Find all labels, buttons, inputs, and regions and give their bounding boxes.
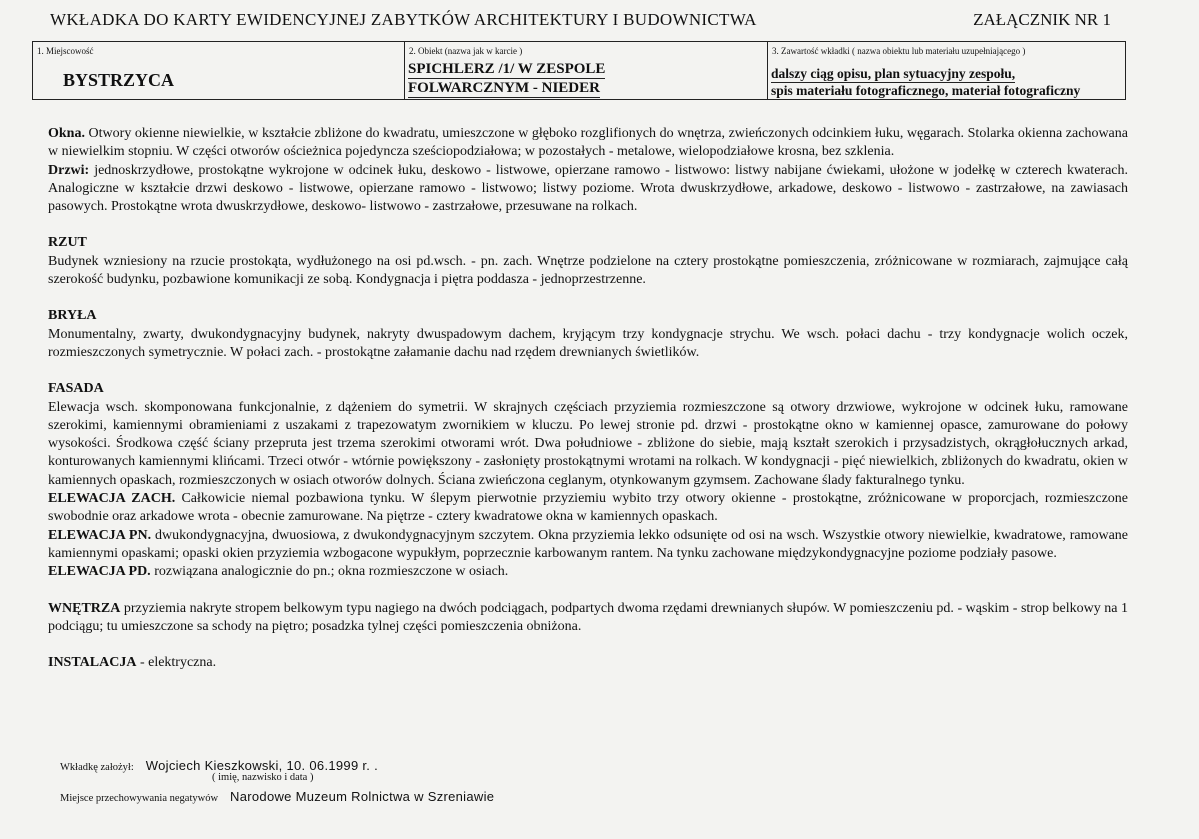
paragraph-elewacja-pn xyxy=(48,527,1128,564)
heading-drzwi: Drzwi: xyxy=(48,162,90,178)
field-contents-label: 3. Zawartość wkładki ( nazwa obiektu lub materiału uzupełniającego ) xyxy=(772,46,1026,56)
header-fields xyxy=(32,41,1126,100)
text-instalacja: - elektryczna. xyxy=(136,655,217,671)
document-body xyxy=(48,125,1128,672)
paragraph-instalacja xyxy=(48,654,1128,672)
field-locality-label: 1. Miejscowość xyxy=(37,46,94,56)
footer-storage xyxy=(60,789,494,804)
field-locality-value: BYSTRZYCA xyxy=(63,70,175,90)
paragraph-wnetrza xyxy=(48,600,1128,637)
text-elewacja-pn: dwukondygnacyjna, dwuosiowa, z dwukondygnacyjnym szczytem. Okna przyziemia lekko odsunięte od osi na wsch. Wszystkie otwory niewielkie, kwadratowe, ramowane kamiennymi opaskami; opaski okien przyziemia wzbogacone wypukłym, poprzecznie karbowanym rantem. Na tynku zachowane międzykondygnacyjne poziome podziały pasowe. xyxy=(48,527,1128,561)
field-object-label: 2. Obiekt (nazwa jak w karcie ) xyxy=(409,46,523,56)
field-object-line-1: SPICHLERZ /1/ W ZESPOLE xyxy=(408,61,606,77)
text-okna: Otwory okienne niewielkie, w kształcie zbliżone do kwadratu, umieszczone w głęboko rozglifionych do wnętrza, zwieńczonych odcinkiem łuku, węgarach. Stolarka okienna zachowana w niewielkim stopniu. W części otworów ościeżnica pojedyncza sześciopodziałowa; w pozostałych - metalowe, wielopodziałowe krosna, bez szklenia. xyxy=(48,126,1128,160)
heading-instalacja: INSTALACJA xyxy=(48,655,137,671)
text-elewacja-pd: rozwiązana analogicznie do pn.; okna rozmieszczone w osiach. xyxy=(150,564,509,580)
text-elewacja-zach: Całkowicie niemal pozbawiona tynku. W ślepym pierwotnie przyziemiu wybito trzy otwory okienne - prostokątne, zróżnicowane w proporcjach, rozmieszczone swobodnie oraz arkadowe wrota - obecnie zamurowane. Na piętrze - cztery kwadratowe okna w kamiennych opaskach. xyxy=(48,491,1128,525)
paragraph-okna xyxy=(48,125,1128,162)
footer-author-note: ( imię, nazwisko i data ) xyxy=(212,772,314,783)
paragraph-elewacja-zach xyxy=(48,490,1128,527)
heading-elewacja-pn: ELEWACJA PN. xyxy=(48,527,152,543)
field-contents-value xyxy=(771,66,1080,100)
text-drzwi: jednoskrzydłowe, prostokątne wykrojone w odcinek łuku, deskowo - listwowe, opierzane ramowo - listwowo: listwy nabijane ćwiekami, ułożone w jodełkę w czterech kwaterach. Analogiczne w kształcie drzwi deskowo - listwowe, opierzane ramowo - listwowo; listwy poziome. Wrota dwuskrzydłowe, arkadowe, deskowo - listwowo - zastrzałowe, na zawiasach pasowych. Prostokątne wrota dwuskrzydłowe, deskowo- listwowo - zastrzałowe, przesuwane na rolkach. xyxy=(48,162,1128,215)
attachment-number: ZAŁĄCZNIK NR 1 xyxy=(973,10,1111,29)
field-contents xyxy=(768,42,1125,99)
heading-elewacja-zach: ELEWACJA ZACH. xyxy=(48,491,176,507)
footer-author xyxy=(60,758,378,773)
heading-okna: Okna. xyxy=(48,126,85,141)
footer-author-label: Wkładkę założył: xyxy=(60,762,134,773)
text-bryla: Monumentalny, zwarty, dwukondygnacyjny budynek, nakryty dwuspadowym dachem, kryjącym trzy kondygnacje strychu. We wsch. połaci dachu - trzy kondygnacje wolich oczek, rozmieszczonych symetrycznie. W połaci zach. - prostokątne załamanie dachu nad rzędem drewnianych świetlików. xyxy=(48,326,1128,360)
text-rzut: Budynek wzniesiony na rzucie prostokąta, wydłużonego na osi pd.wsch. - pn. zach. Wnętrze podzielone na cztery prostokątne pomieszczenia, zróżnicowane w rozmiarach, zajmujące całą szerokość budynku, pozbawione komunikacji ze sobą. Kondygnacja i piętra poddasza - jednoprzestrzenne. xyxy=(48,253,1128,288)
heading-bryla: BRYŁA xyxy=(48,308,97,324)
document-title: WKŁADKA DO KARTY EWIDENCYJNEJ ZABYTKÓW ARCHITEKTURY I BUDOWNICTWA xyxy=(50,10,757,29)
footer-author-value: Wojciech Kieszkowski, 10. 06.1999 r. . xyxy=(145,758,379,773)
text-wnetrza: przyziemia nakryte stropem belkowym typu nagiego na dwóch podciągach, podpartych dwoma rzędami drewnianych słupów. W pomieszczeniu pd. - wąskim - strop belkowy na 1 podciągu; tu umieszczone sa schody na piętro; posadzka tylnej części pomieszczenia obniżona. xyxy=(48,600,1128,634)
field-contents-line-2: spis materiału fotograficznego, materiał fotograficzny xyxy=(771,83,1081,98)
paragraph-drzwi xyxy=(48,162,1128,217)
footer-storage-value: Narodowe Muzeum Rolnictwa w Szreniawie xyxy=(230,789,495,804)
field-object-line-2: FOLWARCZNYM - NIEDER xyxy=(408,80,600,96)
text-fasada: Elewacja wsch. skomponowana funkcjonalnie, z dążeniem do symetrii. W skrajnych częściach przyziemia rozmieszczone są otwory drzwiowe, wykrojone w odcinek łuku, ramowane szerokimi, kamiennymi obramieniami z uszakami z trapezowatym zwornikiem w kluczu. Po lewej stronie pd. drzwi - prostokątne okno w kamiennej opasce, zamurowane do połowy wysokości. Środkowa część ściany przepruta jest trzema szerokimi otworami wrót. Dwa południowe - zbliżone do siebie, mają kształt szerokich i przysadzistych, okrągłołucznych arkad, konturowanych kamiennymi klińcami. Trzeci otwór - wtórnie powiększony - zasłonięty prostokątnymi wrotami na rolkach. W kondygnacji - pięć niewielkich, zbliżonych do kwadratu, okien w kamiennych opaskach, rozmieszczonych w osiach otworów dolnych. Ściana zwieńczona ceglanym, otynkowanym gzymsem. Zachowane ślady fakturalnego tynku. xyxy=(48,399,1128,488)
heading-elewacja-pd: ELEWACJA PD. xyxy=(48,564,151,580)
heading-fasada: FASADA xyxy=(48,381,104,397)
field-locality xyxy=(33,42,405,99)
footer-storage-label: Miejsce przechowywania negatywów xyxy=(60,793,219,804)
field-object xyxy=(405,42,768,99)
paragraph-elewacja-pd xyxy=(48,563,1128,581)
field-contents-line-1: dalszy ciąg opisu, plan sytuacyjny zespołu, xyxy=(771,66,1016,81)
heading-rzut: RZUT xyxy=(48,235,87,251)
field-object-value xyxy=(408,60,605,98)
heading-wnetrza: WNĘTRZA xyxy=(48,600,121,616)
